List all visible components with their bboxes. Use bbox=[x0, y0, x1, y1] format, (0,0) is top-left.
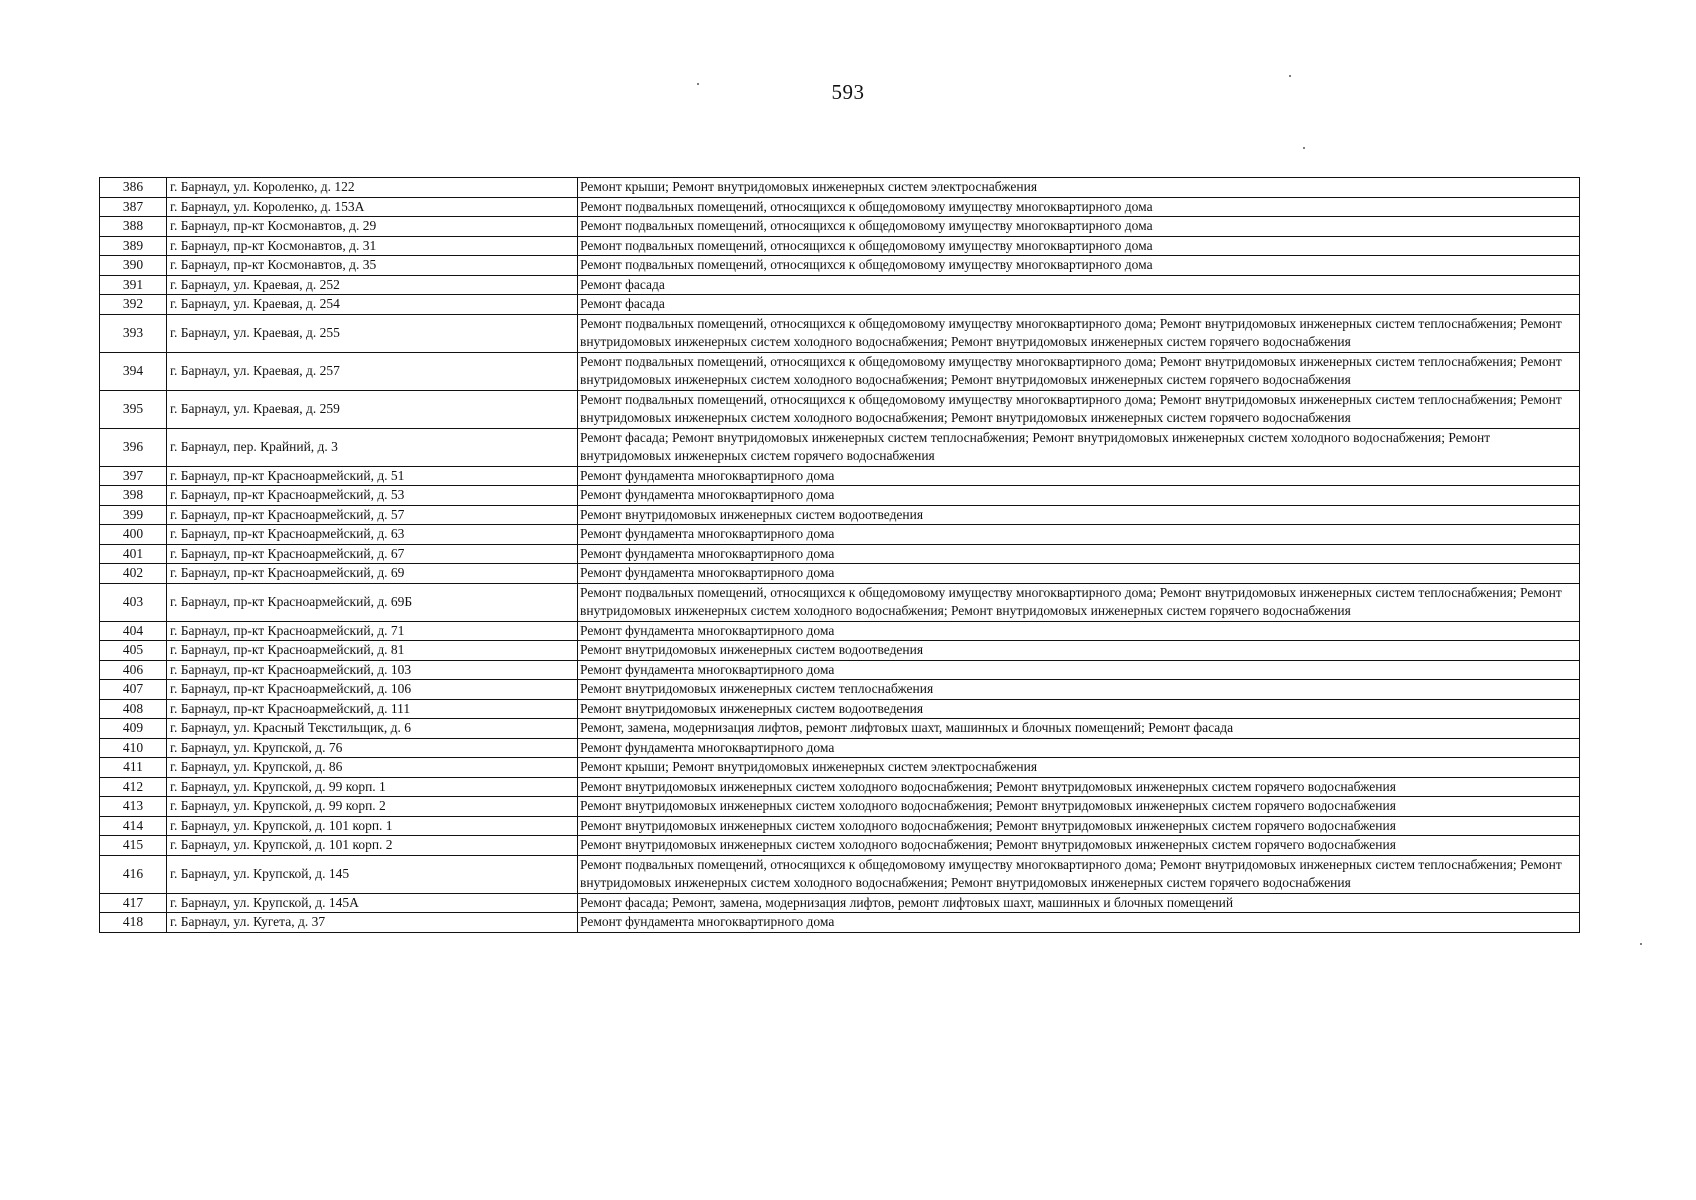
row-work-types: Ремонт фундамента многоквартирного дома bbox=[578, 486, 1580, 506]
row-address: г. Барнаул, пр-кт Красноармейский, д. 81 bbox=[167, 641, 578, 661]
row-address: г. Барнаул, ул. Красный Текстильщик, д. 6 bbox=[167, 719, 578, 739]
row-number: 386 bbox=[100, 178, 167, 198]
row-work-types: Ремонт фасада bbox=[578, 275, 1580, 295]
row-number: 410 bbox=[100, 738, 167, 758]
row-number: 391 bbox=[100, 275, 167, 295]
row-number: 388 bbox=[100, 217, 167, 237]
row-address: г. Барнаул, ул. Крупской, д. 145А bbox=[167, 893, 578, 913]
table-row bbox=[100, 564, 1580, 584]
row-address: г. Барнаул, ул. Крупской, д. 86 bbox=[167, 758, 578, 778]
page-number: 593 bbox=[831, 80, 865, 104]
row-address: г. Барнаул, ул. Краевая, д. 255 bbox=[167, 314, 578, 352]
row-work-types: Ремонт, замена, модернизация лифтов, ремонт лифтовых шахт, машинных и блочных помещений; Ремонт фасада bbox=[578, 719, 1580, 739]
table-row bbox=[100, 197, 1580, 217]
row-work-types: Ремонт крыши; Ремонт внутридомовых инженерных систем электроснабжения bbox=[578, 178, 1580, 198]
table-row bbox=[100, 314, 1580, 352]
table-row bbox=[100, 178, 1580, 198]
row-address: г. Барнаул, ул. Крупской, д. 99 корп. 2 bbox=[167, 797, 578, 817]
row-work-types: Ремонт внутридомовых инженерных систем холодного водоснабжения; Ремонт внутридомовых инженерных систем горячего водоснабжения bbox=[578, 777, 1580, 797]
table-body bbox=[100, 178, 1580, 933]
row-work-types: Ремонт подвальных помещений, относящихся к общедомовому имуществу многоквартирного дома bbox=[578, 197, 1580, 217]
row-number: 403 bbox=[100, 583, 167, 621]
row-work-types: Ремонт фундамента многоквартирного дома bbox=[578, 544, 1580, 564]
row-number: 404 bbox=[100, 621, 167, 641]
table-row bbox=[100, 295, 1580, 315]
table-row bbox=[100, 275, 1580, 295]
row-number: 408 bbox=[100, 699, 167, 719]
table-row bbox=[100, 256, 1580, 276]
row-address: г. Барнаул, ул. Короленко, д. 153А bbox=[167, 197, 578, 217]
row-work-types: Ремонт подвальных помещений, относящихся к общедомовому имуществу многоквартирного дома; Ремонт внутридомовых инженерных систем теплоснабжения; Ремонт внутридомовых инженерных систем холодного водоснабжения; Ремонт внутридомовых инженерных систем горячего водоснабжения bbox=[578, 855, 1580, 893]
row-number: 411 bbox=[100, 758, 167, 778]
row-address: г. Барнаул, пр-кт Космонавтов, д. 29 bbox=[167, 217, 578, 237]
table-row bbox=[100, 583, 1580, 621]
row-number: 390 bbox=[100, 256, 167, 276]
row-address: г. Барнаул, ул. Краевая, д. 252 bbox=[167, 275, 578, 295]
row-work-types: Ремонт подвальных помещений, относящихся к общедомовому имуществу многоквартирного дома; Ремонт внутридомовых инженерных систем теплоснабжения; Ремонт внутридомовых инженерных систем холодного водоснабжения; Ремонт внутридомовых инженерных систем горячего водоснабжения bbox=[578, 390, 1580, 428]
scan-speck bbox=[1640, 943, 1642, 945]
row-number: 409 bbox=[100, 719, 167, 739]
row-address: г. Барнаул, ул. Краевая, д. 259 bbox=[167, 390, 578, 428]
row-work-types: Ремонт крыши; Ремонт внутридомовых инженерных систем электроснабжения bbox=[578, 758, 1580, 778]
row-number: 416 bbox=[100, 855, 167, 893]
row-address: г. Барнаул, ул. Крупской, д. 101 корп. 2 bbox=[167, 836, 578, 856]
table-row bbox=[100, 390, 1580, 428]
row-address: г. Барнаул, пр-кт Красноармейский, д. 103 bbox=[167, 660, 578, 680]
row-number: 399 bbox=[100, 505, 167, 525]
table-row bbox=[100, 466, 1580, 486]
row-work-types: Ремонт подвальных помещений, относящихся к общедомовому имуществу многоквартирного дома; Ремонт внутридомовых инженерных систем теплоснабжения; Ремонт внутридомовых инженерных систем холодного водоснабжения; Ремонт внутридомовых инженерных систем горячего водоснабжения bbox=[578, 314, 1580, 352]
table-row bbox=[100, 893, 1580, 913]
table-row bbox=[100, 738, 1580, 758]
table-row bbox=[100, 525, 1580, 545]
row-number: 393 bbox=[100, 314, 167, 352]
table-row bbox=[100, 428, 1580, 466]
row-number: 415 bbox=[100, 836, 167, 856]
table-row bbox=[100, 719, 1580, 739]
table-row bbox=[100, 352, 1580, 390]
row-address: г. Барнаул, ул. Краевая, д. 254 bbox=[167, 295, 578, 315]
row-address: г. Барнаул, пр-кт Космонавтов, д. 35 bbox=[167, 256, 578, 276]
row-number: 417 bbox=[100, 893, 167, 913]
row-address: г. Барнаул, ул. Короленко, д. 122 bbox=[167, 178, 578, 198]
table-row bbox=[100, 544, 1580, 564]
row-number: 418 bbox=[100, 913, 167, 933]
row-address: г. Барнаул, пр-кт Красноармейский, д. 63 bbox=[167, 525, 578, 545]
row-number: 397 bbox=[100, 466, 167, 486]
row-address: г. Барнаул, ул. Крупской, д. 99 корп. 1 bbox=[167, 777, 578, 797]
row-work-types: Ремонт подвальных помещений, относящихся к общедомовому имуществу многоквартирного дома bbox=[578, 256, 1580, 276]
table-row bbox=[100, 797, 1580, 817]
row-work-types: Ремонт фундамента многоквартирного дома bbox=[578, 660, 1580, 680]
row-number: 414 bbox=[100, 816, 167, 836]
row-work-types: Ремонт подвальных помещений, относящихся к общедомовому имуществу многоквартирного дома; Ремонт внутридомовых инженерных систем теплоснабжения; Ремонт внутридомовых инженерных систем холодного водоснабжения; Ремонт внутридомовых инженерных систем горячего водоснабжения bbox=[578, 352, 1580, 390]
row-number: 395 bbox=[100, 390, 167, 428]
row-work-types: Ремонт внутридомовых инженерных систем теплоснабжения bbox=[578, 680, 1580, 700]
row-address: г. Барнаул, пр-кт Красноармейский, д. 69Б bbox=[167, 583, 578, 621]
row-number: 392 bbox=[100, 295, 167, 315]
row-address: г. Барнаул, ул. Крупской, д. 76 bbox=[167, 738, 578, 758]
row-number: 400 bbox=[100, 525, 167, 545]
row-number: 412 bbox=[100, 777, 167, 797]
row-address: г. Барнаул, пр-кт Красноармейский, д. 69 bbox=[167, 564, 578, 584]
row-work-types: Ремонт фундамента многоквартирного дома bbox=[578, 738, 1580, 758]
row-address: г. Барнаул, пр-кт Красноармейский, д. 57 bbox=[167, 505, 578, 525]
row-work-types: Ремонт подвальных помещений, относящихся к общедомовому имуществу многоквартирного дома bbox=[578, 236, 1580, 256]
row-address: г. Барнаул, ул. Крупской, д. 101 корп. 1 bbox=[167, 816, 578, 836]
row-number: 401 bbox=[100, 544, 167, 564]
row-number: 413 bbox=[100, 797, 167, 817]
table-row bbox=[100, 660, 1580, 680]
row-number: 407 bbox=[100, 680, 167, 700]
row-address: г. Барнаул, пр-кт Космонавтов, д. 31 bbox=[167, 236, 578, 256]
table-row bbox=[100, 758, 1580, 778]
table-row bbox=[100, 217, 1580, 237]
table-row bbox=[100, 855, 1580, 893]
row-number: 387 bbox=[100, 197, 167, 217]
row-work-types: Ремонт внутридомовых инженерных систем холодного водоснабжения; Ремонт внутридомовых инженерных систем горячего водоснабжения bbox=[578, 797, 1580, 817]
row-number: 396 bbox=[100, 428, 167, 466]
table-row bbox=[100, 641, 1580, 661]
row-address: г. Барнаул, пр-кт Красноармейский, д. 67 bbox=[167, 544, 578, 564]
row-address: г. Барнаул, пр-кт Красноармейский, д. 51 bbox=[167, 466, 578, 486]
row-number: 405 bbox=[100, 641, 167, 661]
row-number: 394 bbox=[100, 352, 167, 390]
table-row bbox=[100, 913, 1580, 933]
row-work-types: Ремонт фасада; Ремонт внутридомовых инженерных систем теплоснабжения; Ремонт внутридомовых инженерных систем холодного водоснабжения; Ремонт внутридомовых инженерных систем горячего водоснабжения bbox=[578, 428, 1580, 466]
row-work-types: Ремонт внутридомовых инженерных систем водоотведения bbox=[578, 505, 1580, 525]
row-work-types: Ремонт фасада; Ремонт, замена, модернизация лифтов, ремонт лифтовых шахт, машинных и блочных помещений bbox=[578, 893, 1580, 913]
row-work-types: Ремонт подвальных помещений, относящихся к общедомовому имуществу многоквартирного дома bbox=[578, 217, 1580, 237]
row-work-types: Ремонт внутридомовых инженерных систем водоотведения bbox=[578, 699, 1580, 719]
row-number: 398 bbox=[100, 486, 167, 506]
row-address: г. Барнаул, пр-кт Красноармейский, д. 111 bbox=[167, 699, 578, 719]
table-row bbox=[100, 236, 1580, 256]
row-work-types: Ремонт фундамента многоквартирного дома bbox=[578, 913, 1580, 933]
row-address: г. Барнаул, ул. Крупской, д. 145 bbox=[167, 855, 578, 893]
row-number: 402 bbox=[100, 564, 167, 584]
row-number: 406 bbox=[100, 660, 167, 680]
row-address: г. Барнаул, ул. Кугета, д. 37 bbox=[167, 913, 578, 933]
row-work-types: Ремонт внутридомовых инженерных систем холодного водоснабжения; Ремонт внутридомовых инженерных систем горячего водоснабжения bbox=[578, 816, 1580, 836]
row-number: 389 bbox=[100, 236, 167, 256]
table-row bbox=[100, 777, 1580, 797]
row-work-types: Ремонт внутридомовых инженерных систем водоотведения bbox=[578, 641, 1580, 661]
row-work-types: Ремонт подвальных помещений, относящихся к общедомовому имуществу многоквартирного дома; Ремонт внутридомовых инженерных систем теплоснабжения; Ремонт внутридомовых инженерных систем холодного водоснабжения; Ремонт внутридомовых инженерных систем горячего водоснабжения bbox=[578, 583, 1580, 621]
row-work-types: Ремонт фундамента многоквартирного дома bbox=[578, 564, 1580, 584]
row-address: г. Барнаул, пр-кт Красноармейский, д. 106 bbox=[167, 680, 578, 700]
scan-speck bbox=[1303, 147, 1305, 149]
row-work-types: Ремонт фундамента многоквартирного дома bbox=[578, 466, 1580, 486]
table-row bbox=[100, 486, 1580, 506]
table-row bbox=[100, 680, 1580, 700]
scan-speck bbox=[697, 83, 699, 85]
table-row bbox=[100, 505, 1580, 525]
row-address: г. Барнаул, пр-кт Красноармейский, д. 71 bbox=[167, 621, 578, 641]
row-work-types: Ремонт внутридомовых инженерных систем холодного водоснабжения; Ремонт внутридомовых инженерных систем горячего водоснабжения bbox=[578, 836, 1580, 856]
row-work-types: Ремонт фасада bbox=[578, 295, 1580, 315]
scan-speck bbox=[1289, 75, 1291, 77]
row-address: г. Барнаул, ул. Краевая, д. 257 bbox=[167, 352, 578, 390]
row-work-types: Ремонт фундамента многоквартирного дома bbox=[578, 525, 1580, 545]
row-address: г. Барнаул, пер. Крайний, д. 3 bbox=[167, 428, 578, 466]
table-row bbox=[100, 699, 1580, 719]
row-address: г. Барнаул, пр-кт Красноармейский, д. 53 bbox=[167, 486, 578, 506]
table-row bbox=[100, 836, 1580, 856]
repair-program-table bbox=[99, 177, 1580, 933]
table-row bbox=[100, 621, 1580, 641]
table-row bbox=[100, 816, 1580, 836]
row-work-types: Ремонт фундамента многоквартирного дома bbox=[578, 621, 1580, 641]
